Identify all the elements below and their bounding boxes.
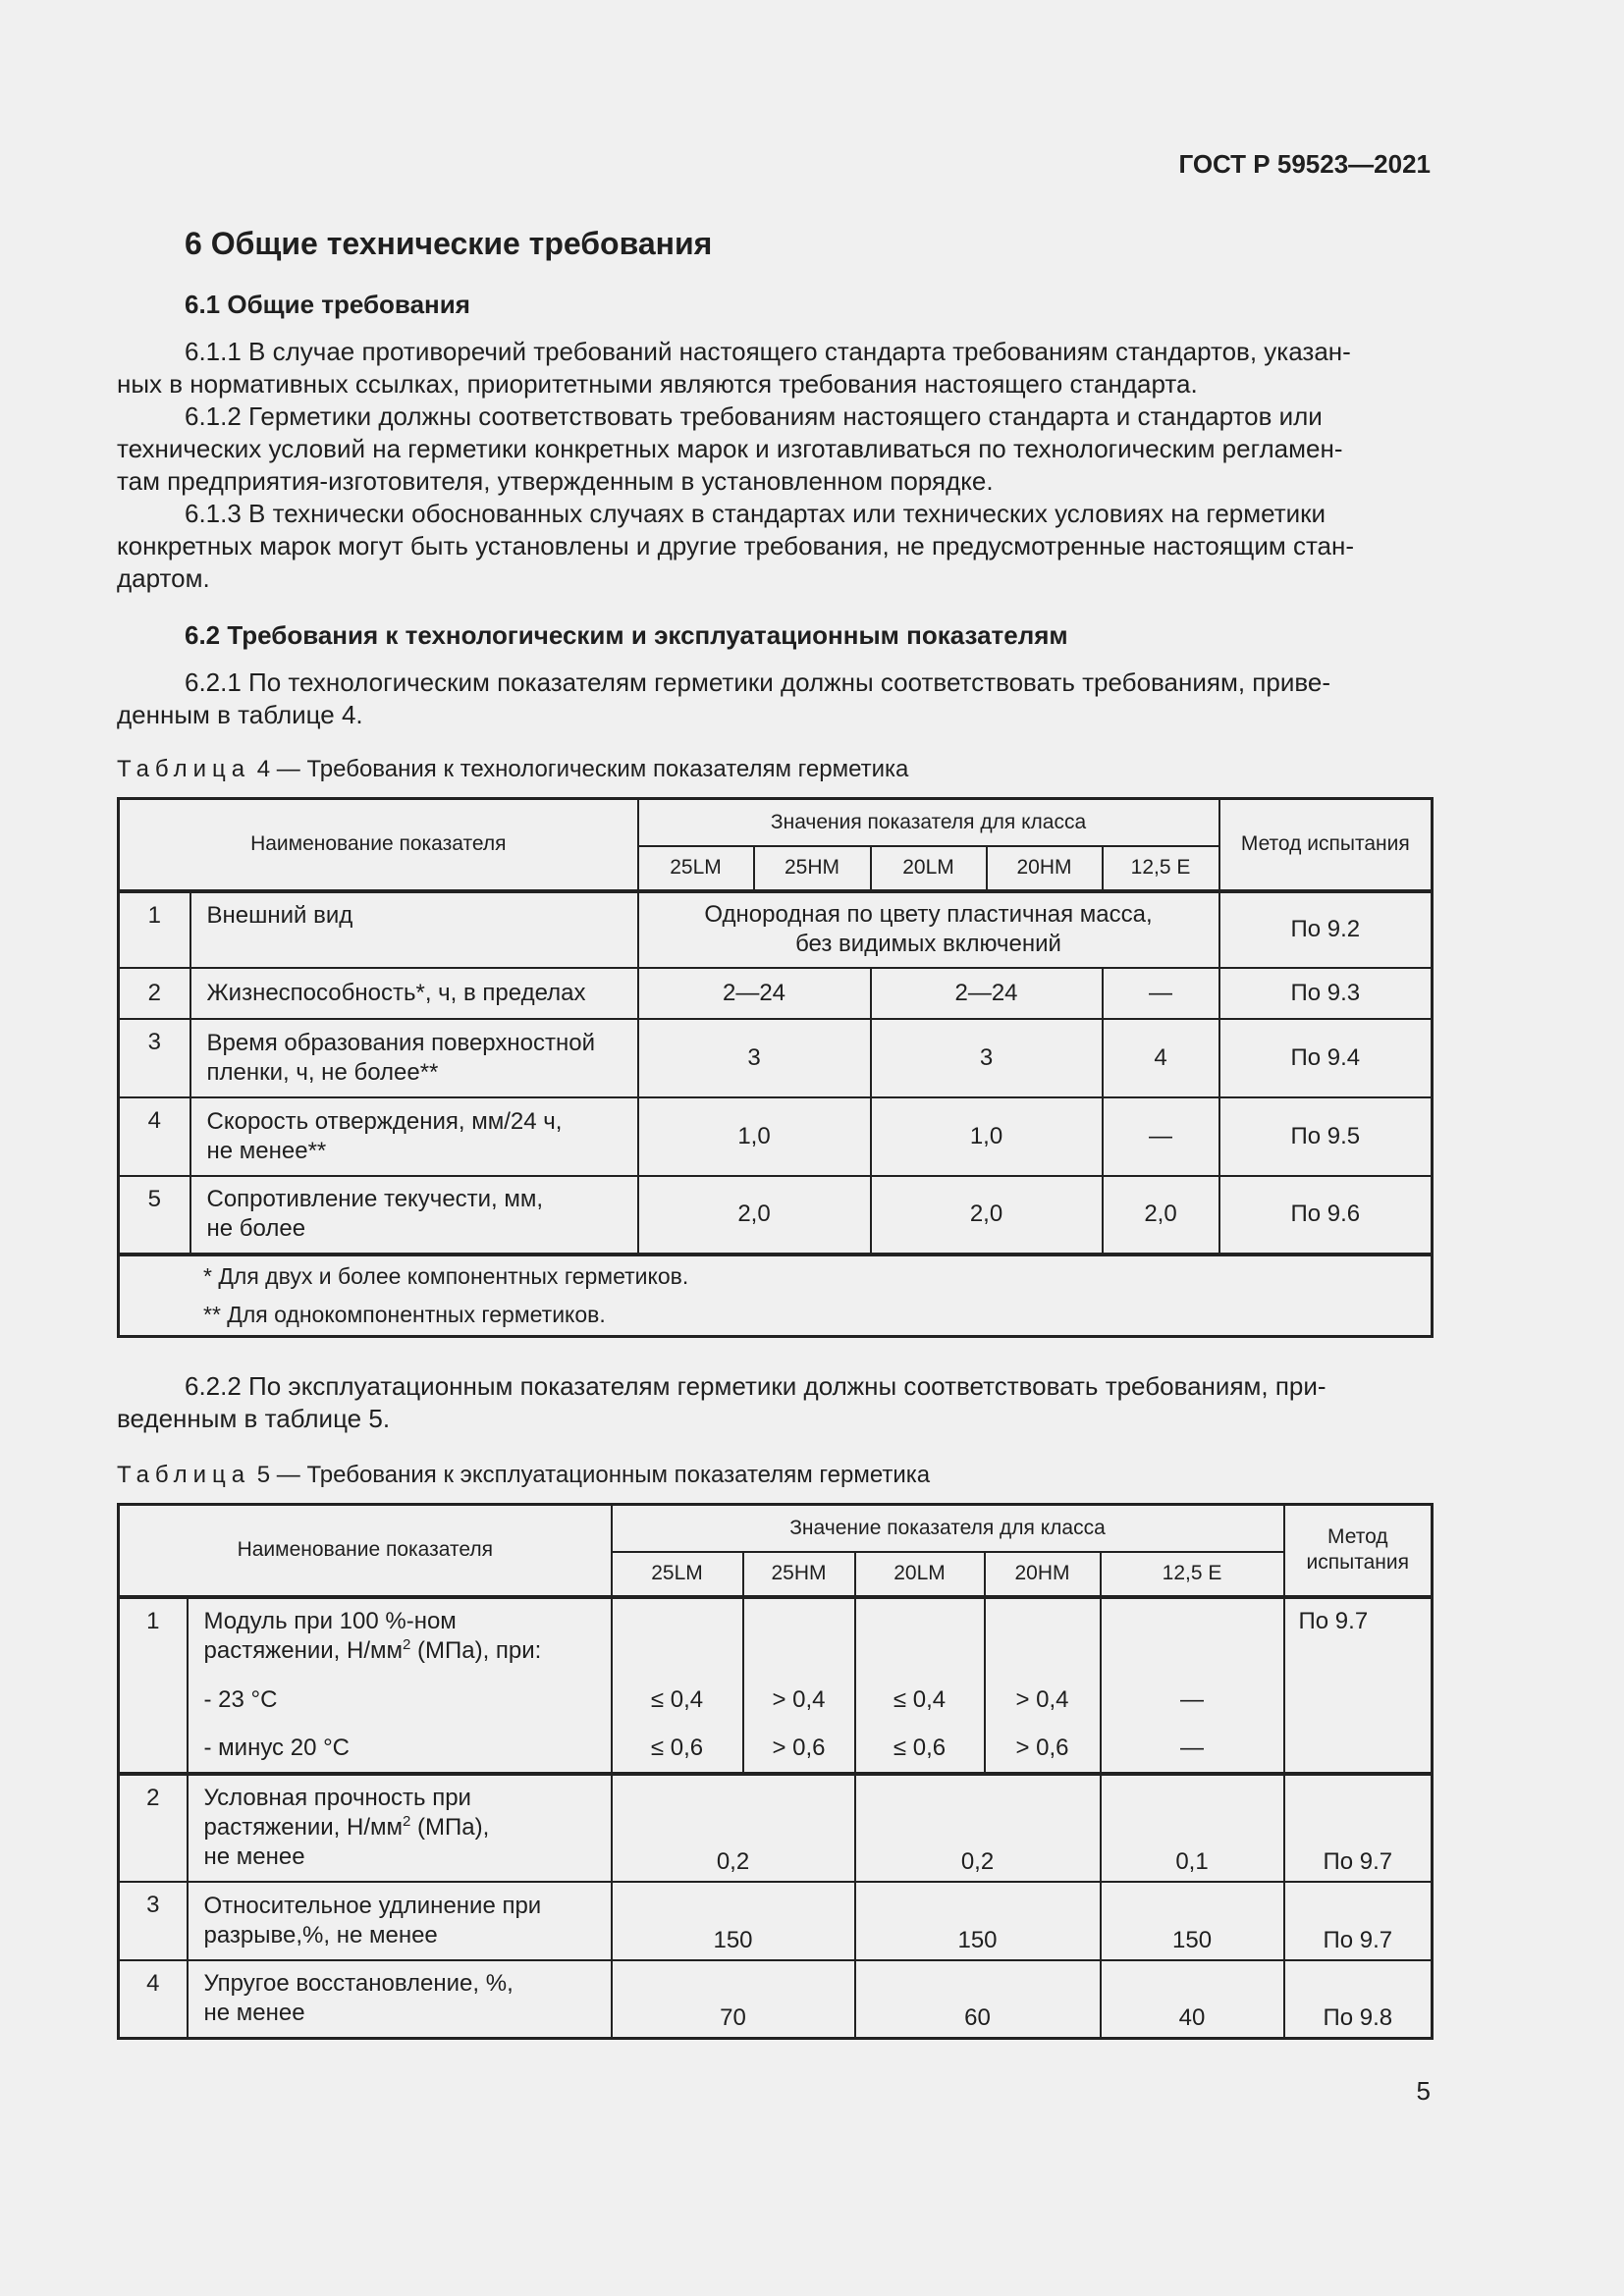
- class-header: 25HM: [743, 1552, 855, 1597]
- subsection-6-2-title: 6.2 Требования к технологическим и эксплуатационным показателям: [185, 620, 1068, 650]
- row-method: По 9.5: [1219, 1097, 1433, 1176]
- page-number: 5: [1416, 2076, 1431, 2106]
- document-code: ГОСТ Р 59523—2021: [1178, 149, 1431, 179]
- paragraph-line: 6.1.1 В случае противоречий требований настоящего стандарта требованиям стандартов, указан-: [185, 337, 1351, 366]
- row-value: 150: [1101, 1882, 1284, 1960]
- class-header: 12,5 E: [1103, 846, 1219, 891]
- caption-label: Таблица: [117, 756, 251, 782]
- paragraph-line: 6.2.2 По эксплуатационным показателям герметики должны соответствовать требованиям, при-: [185, 1371, 1326, 1401]
- table-row: [119, 891, 1433, 968]
- table-row: [119, 1097, 1433, 1176]
- paragraph-line: денным в таблице 4.: [117, 700, 363, 729]
- paragraph-line: 6.1.2 Герметики должны соответствовать требованиям настоящего стандарта и стандартов или: [185, 401, 1323, 431]
- header-method: Метод испытания: [1219, 799, 1433, 891]
- row-number: 2: [119, 1774, 188, 1882]
- name-line: не менее: [203, 2000, 305, 2027]
- header-line: испытания: [1306, 1551, 1410, 1575]
- row-number: 3: [119, 1019, 190, 1097]
- footnote: * Для двух и более компонентных герметиков.: [203, 1262, 689, 1289]
- subsection-6-1-title: 6.1 Общие требования: [185, 290, 470, 319]
- name-line: разрыве,%, не менее: [203, 1921, 438, 1949]
- sub-value: > 0,4: [743, 1676, 855, 1725]
- row-method: По 9.7: [1284, 1882, 1433, 1960]
- paragraph-6-1-1: [117, 336, 1431, 595]
- table-row: [119, 968, 1433, 1019]
- sub-value: ≤ 0,4: [855, 1676, 985, 1725]
- caption-label: Таблица: [117, 1462, 251, 1488]
- row-name: [190, 1097, 638, 1176]
- class-header: 25HM: [754, 846, 871, 891]
- name-line: [204, 1636, 611, 1666]
- name-line: не более: [206, 1215, 306, 1242]
- value-line: Однородная по цвету пластичная масса,: [704, 901, 1153, 928]
- name-text: (МПа),: [410, 1814, 490, 1841]
- table-subrow: [119, 1725, 1433, 1774]
- name-text: (МПа), при:: [410, 1636, 542, 1664]
- row-value: 150: [855, 1882, 1101, 1960]
- row-method: По 9.3: [1219, 968, 1433, 1019]
- row-number: 5: [119, 1176, 190, 1255]
- class-header: 20HM: [985, 1552, 1101, 1597]
- name-text: растяжении, Н/мм: [203, 1636, 403, 1664]
- sub-value: ≤ 0,6: [612, 1725, 743, 1774]
- header-name: Наименование показателя: [119, 799, 638, 891]
- row-value: [638, 891, 1219, 968]
- header-values: Значение показателя для класса: [612, 1505, 1284, 1552]
- row-number: 2: [119, 968, 190, 1019]
- row-value: 60: [855, 1960, 1101, 2039]
- paragraph-line: 6.1.3 В технически обоснованных случаях в стандартах или технических условиях на герметики: [185, 499, 1326, 528]
- name-line: не менее**: [206, 1137, 327, 1164]
- paragraph-line: технических условий на герметики конкретных марок и изготавливаться по технологическим регламен-: [117, 434, 1343, 463]
- table-row: [119, 1019, 1433, 1097]
- paragraph-line: конкретных марок могут быть установлены и другие требования, не предусмотренные настоящим стан-: [117, 531, 1355, 561]
- row-name: [190, 1176, 638, 1255]
- paragraph-line: дартом.: [117, 563, 210, 593]
- row-name: [188, 1882, 612, 1960]
- sub-name: - 23 °С: [188, 1676, 612, 1725]
- row-value: 0,1: [1101, 1774, 1284, 1882]
- row-value: —: [1103, 968, 1219, 1019]
- row-value: 70: [612, 1960, 855, 2039]
- class-header: 20LM: [871, 846, 987, 891]
- row-value: 1,0: [871, 1097, 1103, 1176]
- sub-name: - минус 20 °С: [188, 1725, 612, 1774]
- superscript: 2: [403, 1635, 411, 1653]
- row-value: —: [1103, 1097, 1219, 1176]
- row-method: По 9.7: [1284, 1774, 1433, 1882]
- empty-cell: [743, 1597, 855, 1676]
- row-name: [188, 1960, 612, 2039]
- paragraph-line: 6.2.1 По технологическим показателям герметики должны соответствовать требованиям, приве-: [185, 667, 1330, 697]
- class-header: 20LM: [855, 1552, 985, 1597]
- table-footnotes: [119, 1255, 1433, 1337]
- row-value: 2—24: [638, 968, 871, 1019]
- table-row: [119, 1176, 1433, 1255]
- name-line: Время образования поверхностной: [206, 1029, 595, 1056]
- paragraph-line: там предприятия-изготовителя, утвержденным в установленном порядке.: [117, 466, 994, 496]
- paragraph-line: ных в нормативных ссылках, приоритетными являются требования настоящего стандарта.: [117, 369, 1198, 399]
- caption-text: 5 — Требования к эксплуатационным показателям герметика: [250, 1462, 931, 1488]
- footnote-cell: [119, 1255, 1433, 1337]
- row-value: 2,0: [638, 1176, 871, 1255]
- footnote: ** Для однокомпонентных герметиков.: [203, 1301, 606, 1327]
- row-value: 2,0: [1103, 1176, 1219, 1255]
- name-line: Модуль при 100 %-ном: [203, 1607, 457, 1634]
- row-number: 4: [119, 1960, 188, 2039]
- name-line: не менее: [203, 1843, 305, 1870]
- class-header: 25LM: [638, 846, 754, 891]
- row-name: [188, 1597, 612, 1676]
- table-row: [119, 1774, 1433, 1882]
- row-name: [188, 1774, 612, 1882]
- name-line: Скорость отверждения, мм/24 ч,: [206, 1107, 563, 1135]
- row-method: По 9.6: [1219, 1176, 1433, 1255]
- table-5-caption: [117, 1462, 930, 1489]
- class-header: 20HM: [987, 846, 1103, 891]
- table-5: [117, 1503, 1434, 2040]
- name-line: Условная прочность при: [203, 1785, 471, 1811]
- row-method: По 9.8: [1284, 1960, 1433, 2039]
- sub-value: > 0,4: [985, 1676, 1101, 1725]
- header-line: Метод: [1326, 1525, 1388, 1549]
- sub-value: ≤ 0,4: [612, 1676, 743, 1725]
- row-name: Жизнеспособность*, ч, в пределах: [190, 968, 638, 1019]
- sub-value: —: [1101, 1725, 1284, 1774]
- row-value: 3: [638, 1019, 871, 1097]
- sub-value: —: [1101, 1676, 1284, 1725]
- row-value: 0,2: [855, 1774, 1101, 1882]
- row-value: 4: [1103, 1019, 1219, 1097]
- header-values: Значения показателя для класса: [638, 799, 1219, 846]
- section-title: 6 Общие технические требования: [185, 226, 713, 261]
- row-value: 2,0: [871, 1176, 1103, 1255]
- row-number: 1: [119, 1597, 188, 1774]
- empty-cell: [1101, 1597, 1284, 1676]
- empty-cell: [855, 1597, 985, 1676]
- row-value: 1,0: [638, 1097, 871, 1176]
- header-name: Наименование показателя: [119, 1505, 612, 1597]
- table-row: [119, 1882, 1433, 1960]
- class-header: 25LM: [612, 1552, 743, 1597]
- name-line: Сопротивление текучести, мм,: [206, 1186, 544, 1212]
- row-value: 40: [1101, 1960, 1284, 2039]
- name-line: Упругое восстановление, %,: [203, 1970, 514, 1998]
- value-line: без видимых включений: [795, 931, 1061, 957]
- paragraph-line: веденным в таблице 5.: [117, 1404, 391, 1433]
- sub-value: > 0,6: [743, 1725, 855, 1774]
- row-method: По 9.7: [1284, 1597, 1433, 1774]
- row-method: По 9.2: [1219, 891, 1433, 968]
- row-number: 3: [119, 1882, 188, 1960]
- caption-text: 4 — Требования к технологическим показателям герметика: [250, 756, 909, 782]
- table-subrow: [119, 1676, 1433, 1725]
- paragraph-6-2-2: [117, 1370, 1431, 1435]
- row-number: 1: [119, 891, 190, 968]
- superscript: 2: [403, 1813, 411, 1830]
- name-line: пленки, ч, не более**: [206, 1058, 439, 1086]
- name-line: Относительное удлинение при: [203, 1892, 542, 1919]
- row-name: Внешний вид: [190, 891, 638, 968]
- row-name: [190, 1019, 638, 1097]
- paragraph-6-2-1: [117, 667, 1431, 731]
- table-4-caption: [117, 756, 908, 783]
- class-header: 12,5 E: [1101, 1552, 1284, 1597]
- empty-cell: [985, 1597, 1101, 1676]
- table-row: [119, 1597, 1433, 1676]
- empty-cell: [612, 1597, 743, 1676]
- sub-value: ≤ 0,6: [855, 1725, 985, 1774]
- row-method: По 9.4: [1219, 1019, 1433, 1097]
- row-value: 150: [612, 1882, 855, 1960]
- name-text: растяжении, Н/мм: [203, 1814, 403, 1841]
- sub-value: > 0,6: [985, 1725, 1101, 1774]
- row-value: 0,2: [612, 1774, 855, 1882]
- row-number: 4: [119, 1097, 190, 1176]
- row-value: 2—24: [871, 968, 1103, 1019]
- header-method: [1284, 1505, 1433, 1597]
- table-row: [119, 1960, 1433, 2039]
- table-4: [117, 797, 1434, 1338]
- row-value: 3: [871, 1019, 1103, 1097]
- name-line: [204, 1813, 611, 1842]
